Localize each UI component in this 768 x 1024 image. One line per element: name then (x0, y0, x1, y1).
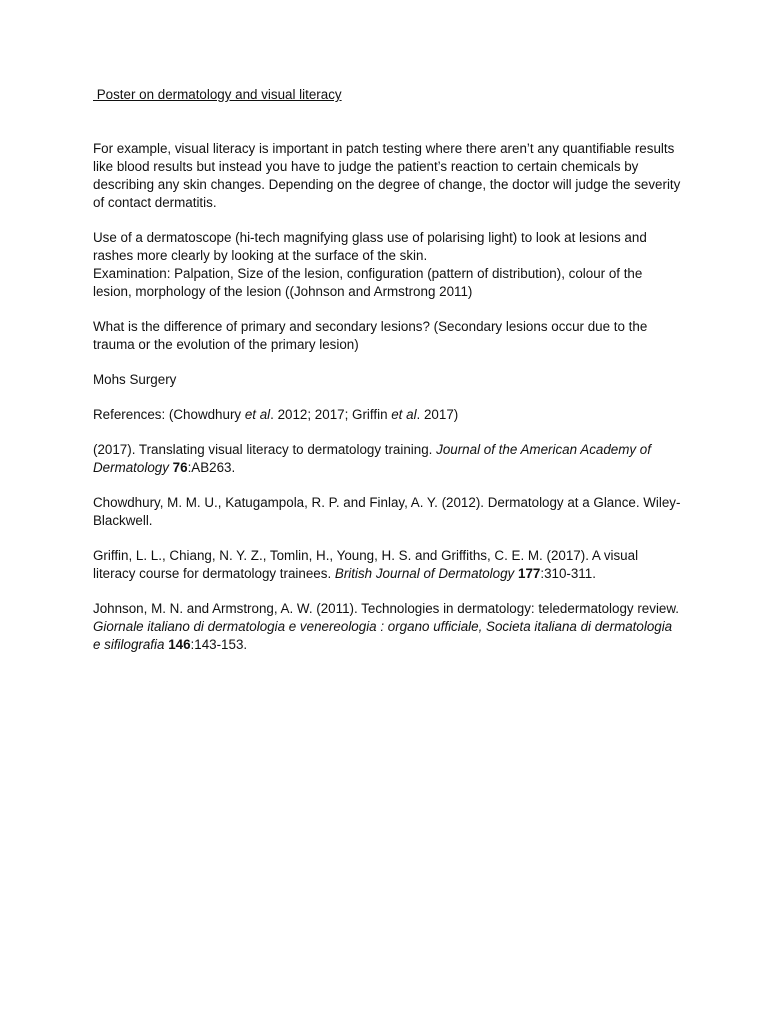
reference-item-translating-visual-literacy: (2017). Translating visual literacy to dermatology training. Journal of the American Academy of Dermatology 76:AB263. (93, 442, 651, 475)
reference-item-johnson: Johnson, M. N. and Armstrong, A. W. (2011). Technologies in dermatology: teledermatology review. Giornale italiano di dermatologia e venereologia : organo ufficiale, Societa italiana di dermatologia e sifilografia 146:143-153. (93, 601, 680, 652)
paragraph-dermatoscope-examination (93, 229, 683, 301)
reference-item-chowdhury: Chowdhury, M. M. U., Katugampola, R. P. and Finlay, A. Y. (2012). Dermatology at a Glance. Wiley-Blackwell. (93, 495, 681, 528)
examination-text: Examination: Palpation, Size of the lesion, configuration (pattern of distribution), colour of the lesion, morphology of the lesion ((Johnson and Armstrong 2011) (93, 266, 643, 299)
dermatoscope-text: Use of a dermatoscope (hi-tech magnifying glass use of polarising light) to look at lesions and rashes more clearly by looking at the surface of the skin. (93, 230, 647, 263)
paragraph-patch-testing: For example, visual literacy is important in patch testing where there aren’t any quantifiable results like blood results but instead you have to judge the patient’s reaction to certain chemicals by describing any skin changes. Depending on the degree of change, the doctor will judge the severity of contact dermatitis. (93, 141, 681, 210)
document-title: Poster on dermatology and visual literacy (93, 87, 342, 102)
reference-item-griffin: Griffin, L. L., Chiang, N. Y. Z., Tomlin, H., Young, H. S. and Griffiths, C. E. M. (2017). A visual literacy course for dermatology trainees. British Journal of Dermatology 177:310-311. (93, 548, 639, 581)
paragraph-mohs-surgery: Mohs Surgery (93, 372, 177, 387)
document-page (93, 86, 683, 671)
paragraph-lesions: What is the difference of primary and secondary lesions? (Secondary lesions occur due to the trauma or the evolution of the primary lesion) (93, 319, 648, 352)
references-intro: References: (Chowdhury et al. 2012; 2017; Griffin et al. 2017) (93, 407, 459, 422)
